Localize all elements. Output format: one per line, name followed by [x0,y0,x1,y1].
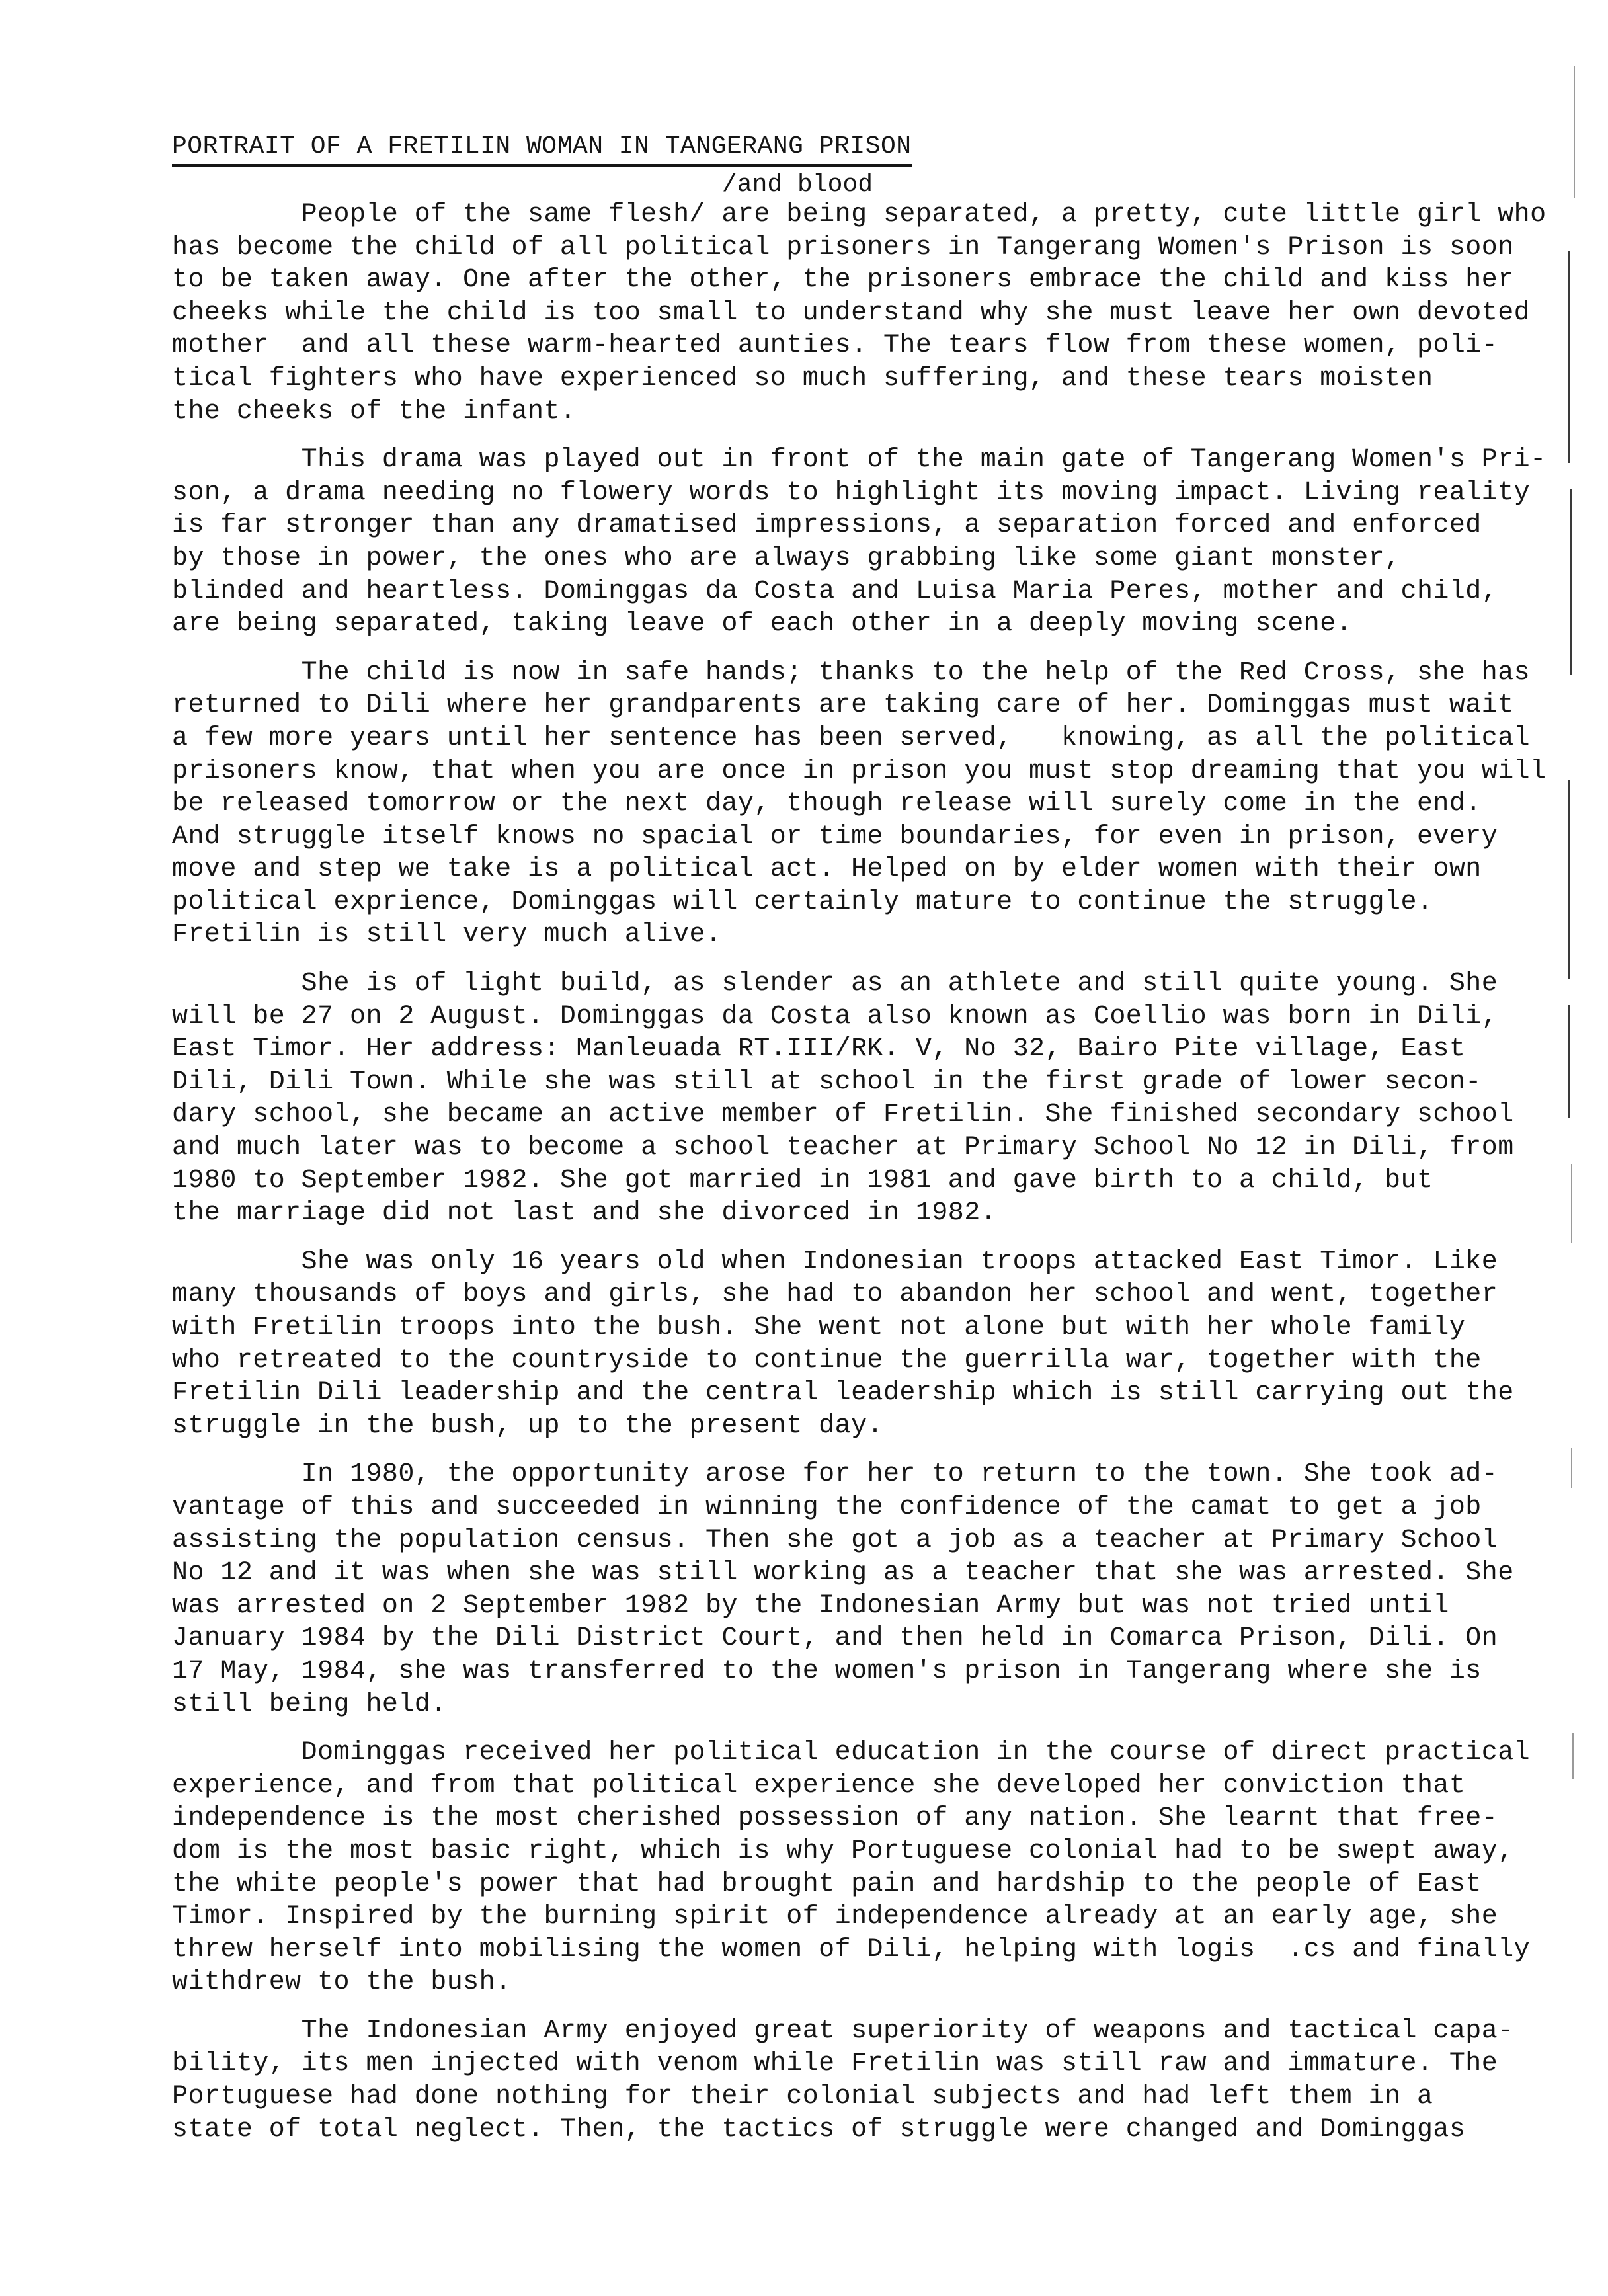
text-line: still being held. [172,1689,447,1719]
text-line: be released tomorrow or the next day, though release will surely come in the end. [172,789,1482,819]
margin-change-bar [1571,1164,1572,1243]
text-line: withdrew to the bush. [172,1967,512,1998]
text-line: bility, its men injected with venom while Fretilin was still raw and immature. The [172,2049,1498,2079]
text-line: She is of light build, as slender as an athlete and still quite young. She [172,969,1498,999]
text-line: by those in power, the ones who are always grabbing like some giant monster, [172,543,1401,573]
text-line: cheeks while the child is too small to understand why she must leave her own devoted [172,298,1531,328]
text-line: was arrested on 2 September 1982 by the Indonesian Army but was not tried until [172,1590,1449,1621]
text-line: This drama was played out in front of the main gate of Tangerang Women's Pri- [172,445,1547,475]
text-line: And struggle itself knows no spacial or time boundaries, for even in prison, every [172,821,1498,852]
text-line: independence is the most cherished possession of any nation. She learnt that free- [172,1803,1498,1834]
margin-change-bar [1568,780,1570,979]
margin-change-bar [1570,489,1572,675]
paragraph [172,1458,1547,1721]
handwritten-insertion-note: /and blood [722,171,873,199]
text-line: mother and all these warm-hearted aunties. The tears flow from these women, poli- [172,331,1498,361]
text-line: The child is now in safe hands; thanks to the help of the Red Cross, she has [172,657,1531,688]
document-title: PORTRAIT OF A FRETILIN WOMAN IN TANGERANG PRISON [172,131,912,167]
text-line: dary school, she became an active member of Fretilin. She finished secondary school [172,1100,1514,1130]
text-line: has become the child of all political prisoners in Tangerang Women's Prison is soon [172,232,1514,263]
text-line: with Fretilin troops into the bush. She went not alone but with her whole family [172,1313,1466,1342]
text-line: returned to Dili where her grandparents are taking care of her. Dominggas must wait [172,690,1514,721]
margin-change-bar [1571,1448,1572,1488]
text-line: son, a drama needing no flowery words to highlight its moving impact. Living reality [172,477,1531,508]
text-line: No 12 and it was when she was still working as a teacher that she was arrested. She [172,1558,1514,1588]
text-line: political exprience, Dominggas will certainly mature to continue the struggle. [172,887,1433,917]
text-line: 17 May, 1984, she was transferred to the women's prison in Tangerang where she is [172,1656,1482,1686]
text-line: is far stronger than any dramatised impressions, a separation forced and enforced [172,511,1482,541]
text-line: a few more years until her sentence has been served, knowing, as all the political [172,723,1531,753]
text-line: many thousands of boys and girls, she had to abandon her school and went, together [172,1280,1498,1310]
text-line: Timor. Inspired by the burning spirit of independence already at an early age, she [172,1902,1498,1932]
text-line: East Timor. Her address: Manleuada RT.III/RK. V, No 32, Bairo Pite village, East [172,1034,1466,1065]
text-line: struggle in the bush, up to the present day. [172,1411,883,1441]
text-line: 1980 to September 1982. She got married in 1981 and gave birth to a child, but [172,1165,1433,1196]
text-line: state of total neglect. Then, the tactics of struggle were changed and Dominggas [172,2114,1466,2145]
text-line: Dominggas received her political education in the course of direct practical [172,1738,1531,1768]
text-line: People of the same flesh/ are being separated, a pretty, cute little girl who [172,200,1547,229]
margin-change-bar [1568,251,1570,463]
paragraph [172,444,1547,641]
text-line: will be 27 on 2 August. Dominggas da Costa also known as Coellio was born in Dili, [172,1001,1498,1032]
text-line: the white people's power that had brought pain and hardship to the people of East [172,1869,1482,1899]
text-line: tical fighters who have experienced so much suffering, and these tears moisten [172,363,1433,393]
text-line: dom is the most basic right, which is why Portuguese colonial had to be swept away, [172,1836,1514,1866]
text-line: January 1984 by the Dili District Court, and then held in Comarca Prison, Dili. On [172,1623,1498,1654]
text-line: The Indonesian Army enjoyed great superiority of weapons and tactical capa- [172,2016,1514,2046]
text-line: prisoners know, that when you are once in prison you must stop dreaming that you will [172,756,1547,786]
text-line: vantage of this and succeeded in winning the confidence of the camat to get a job [172,1492,1482,1522]
text-line: the cheeks of the infant. [172,396,577,427]
text-line: Dili, Dili Town. While she was still at school in the first grade of lower secon- [172,1067,1482,1097]
text-line: Fretilin is still very much alive. [172,920,722,950]
text-line: to be taken away. One after the other, the prisoners embrace the child and kiss her [172,265,1514,296]
paragraph [172,1737,1547,1999]
paragraph [172,967,1547,1230]
text-line: and much later was to become a school teacher at Primary School No 12 in Dili, from [172,1133,1514,1163]
text-line: In 1980, the opportunity arose for her to return to the town. She took ad- [172,1459,1498,1490]
text-line: blinded and heartless. Dominggas da Costa and Luisa Maria Peres, mother and child, [172,576,1498,606]
text-line: Portuguese had done nothing for their colonial subjects and had left them in a [172,2082,1433,2112]
body-text [172,198,1547,2162]
text-line: are being separated, taking leave of each other in a deeply moving scene. [172,609,1353,639]
text-line: move and step we take is a political act. Helped on by elder women with their own [172,854,1482,885]
paragraph [172,198,1547,428]
text-line: the marriage did not last and she divorced in 1982. [172,1198,997,1229]
text-line: threw herself into mobilising the women of Dili, helping with logis .cs and finally [172,1934,1531,1965]
paragraph [172,657,1547,952]
margin-change-bar [1572,1733,1574,1779]
text-line: She was only 16 years old when Indonesian troops attacked East Timor. Like [172,1247,1498,1277]
margin-change-bar [1574,66,1575,198]
paragraph [172,2015,1547,2146]
text-line: assisting the population census. Then she got a job as a teacher at Primary School [172,1525,1498,1555]
text-line: who retreated to the countryside to continue the guerrilla war, together with the [172,1345,1482,1375]
margin-change-bar [1568,1005,1570,1118]
text-line: experience, and from that political experience she developed her conviction that [172,1770,1466,1801]
paragraph [172,1246,1547,1443]
text-line: Fretilin Dili leadership and the central leadership which is still carrying out the [172,1378,1514,1409]
